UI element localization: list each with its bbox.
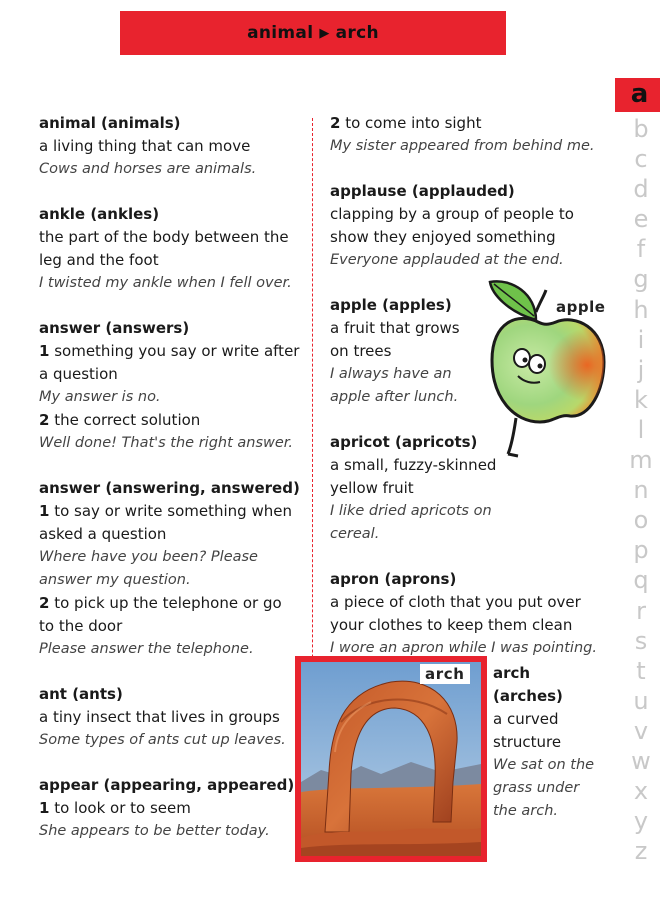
entry-ant (39, 683, 301, 752)
example: I wore an apron while I was pointing. (330, 640, 597, 656)
headword: appear (appearing, appeared) (39, 776, 295, 794)
example: I twisted my ankle when I fell over. (39, 275, 292, 291)
headword: arch (493, 664, 531, 682)
alphabet-letter-g[interactable]: g (633, 265, 649, 294)
example: Where have you been? Please answer my question. (39, 549, 258, 588)
alphabet-letter-j[interactable]: j (637, 355, 645, 384)
sense-number: 1 (39, 799, 50, 817)
arch-picture-label: arch (420, 664, 470, 684)
definition: 2 the correct solution (39, 411, 201, 429)
entry-apron (330, 568, 610, 660)
headword: answer (answers) (39, 319, 190, 337)
entry-apple (330, 294, 465, 409)
alphabet-letter-t[interactable]: t (636, 656, 646, 685)
headword: ankle (ankles) (39, 205, 160, 223)
entry-appear (39, 774, 301, 843)
page-header (120, 11, 506, 55)
alphabet-letter-o[interactable]: o (633, 506, 649, 535)
entry-ankle (39, 203, 301, 295)
definition: 2 to come into sight (330, 114, 482, 132)
headword: answer (answering, answered) (39, 479, 300, 497)
alphabet-letter-l[interactable]: l (637, 415, 645, 444)
definition: 1 to say or write something when asked a question (39, 502, 292, 543)
example: Please answer the telephone. (39, 641, 254, 657)
definition: a small, fuzzy-skinned yellow fruit (330, 456, 497, 497)
definition: a piece of cloth that you put over your clothes to keep them clean (330, 593, 581, 634)
arch-photo (301, 662, 481, 856)
alphabet-letter-d[interactable]: d (633, 175, 649, 204)
headword: applause (applauded) (330, 182, 515, 200)
example: I always have an apple after lunch. (330, 366, 459, 405)
header-arrow: ▶ (319, 25, 330, 41)
header-first-word: animal (247, 23, 314, 43)
alphabet-letter-p[interactable]: p (633, 536, 649, 565)
definition: 1 something you say or write after a question (39, 342, 300, 383)
apple-picture-label: apple (556, 298, 606, 316)
alphabet-letter-x[interactable]: x (633, 777, 649, 806)
headword: apple (apples) (330, 296, 452, 314)
definition: a curved structure (493, 710, 562, 751)
alphabet-letter-k[interactable]: k (634, 385, 648, 414)
example: Some types of ants cut up leaves. (39, 732, 286, 748)
definition: a tiny insect that lives in groups (39, 708, 280, 726)
alphabet-letter-q[interactable]: q (633, 566, 649, 595)
definition: 1 to look or to seem (39, 799, 191, 817)
example: She appears to be better today. (39, 823, 270, 839)
alphabet-letter-u[interactable]: u (633, 686, 649, 715)
sense-number: 1 (39, 502, 50, 520)
alphabet-letter-s[interactable]: s (634, 626, 648, 655)
example: Well done! That's the right answer. (39, 435, 294, 451)
entry-appear-cont (330, 112, 610, 158)
alphabet-letter-i[interactable]: i (637, 325, 645, 354)
sense-number: 1 (39, 342, 50, 360)
header-last-word: arch (335, 23, 379, 43)
entry-answer-verb (39, 477, 301, 661)
alphabet-letter-m[interactable]: m (629, 446, 653, 475)
definition: a living thing that can move (39, 137, 251, 155)
entry-arch (493, 662, 603, 823)
entry-applause (330, 180, 610, 272)
example: My answer is no. (39, 389, 161, 405)
alphabet-letter-h[interactable]: h (633, 295, 649, 324)
alphabet-letter-w[interactable]: w (631, 746, 651, 775)
example: We sat on the grass under the arch. (493, 757, 595, 819)
left-column (39, 112, 301, 865)
example: My sister appeared from behind me. (330, 138, 595, 154)
alphabet-letter-z[interactable]: z (634, 837, 648, 866)
sense-number: 2 (330, 114, 341, 132)
definition: 2 to pick up the telephone or go to the door (39, 594, 282, 635)
headword: ant (ants) (39, 685, 123, 703)
example: Cows and horses are animals. (39, 161, 257, 177)
alphabet-letter-f[interactable]: f (636, 235, 646, 264)
example: I like dried apricots on cereal. (330, 503, 492, 542)
headword: apricot (apricots) (330, 433, 478, 451)
headword: apron (aprons) (330, 570, 457, 588)
alphabet-index (628, 114, 654, 866)
alphabet-letter-r[interactable]: r (636, 596, 646, 625)
alphabet-letter-c[interactable]: c (634, 145, 648, 174)
alphabet-letter-n[interactable]: n (633, 476, 649, 505)
alphabet-letter-b[interactable]: b (633, 115, 649, 143)
arch-photo-frame (295, 656, 487, 862)
definition: clapping by a group of people to show they enjoyed something (330, 205, 574, 246)
entry-answer-noun (39, 317, 301, 455)
alphabet-letter-y[interactable]: y (633, 807, 649, 836)
alphabet-letter-v[interactable]: v (633, 716, 649, 745)
alphabet-letter-e[interactable]: e (633, 205, 649, 234)
example: Everyone applauded at the end. (330, 252, 564, 268)
entry-animal (39, 112, 301, 181)
definition: a fruit that grows on trees (330, 319, 460, 360)
headword: animal (animals) (39, 114, 181, 132)
headword-plural: (arches) (493, 687, 563, 705)
alphabet-tab-a[interactable]: a (615, 78, 660, 112)
sense-number: 2 (39, 411, 50, 429)
definition: the part of the body between the leg and the foot (39, 228, 289, 269)
sense-number: 2 (39, 594, 50, 612)
